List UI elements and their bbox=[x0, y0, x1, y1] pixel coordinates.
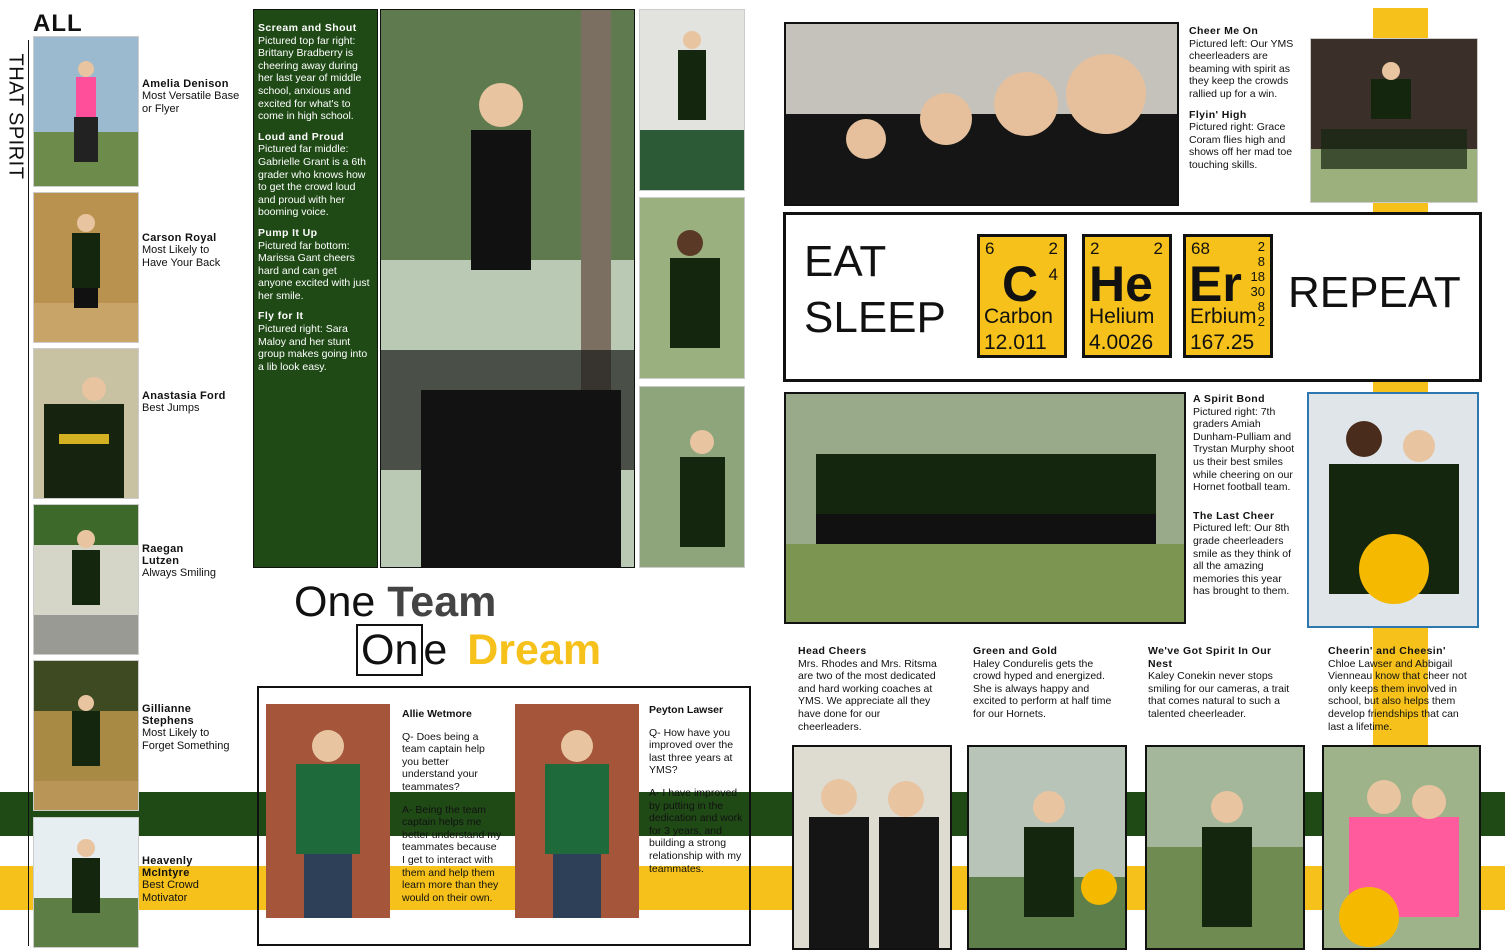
award-photo-6 bbox=[33, 817, 139, 948]
caption-flyin-high: Flyin' High Pictured right: Grace Coram flies high and shows off her mad toe touching skills. bbox=[1189, 108, 1293, 171]
award-label-6: Heavenly McIntyre Best Crowd Motivator bbox=[142, 855, 199, 904]
award-photo-2 bbox=[33, 192, 139, 343]
element-tile-helium: 2 2 He Helium 4.0026 bbox=[1082, 234, 1172, 358]
element-tile-erbium: 68 2 8 18 30 8 2 Er Erbium 167.25 bbox=[1183, 234, 1273, 358]
page-heading: ALL bbox=[33, 10, 83, 37]
banner-repeat: REPEAT bbox=[1288, 268, 1461, 317]
spirit-nest-photo bbox=[1145, 745, 1305, 950]
award-label-4: Raegan Lutzen Always Smiling bbox=[142, 543, 216, 579]
award-photo-5 bbox=[33, 660, 139, 811]
mid-captions bbox=[1193, 393, 1301, 606]
headline-one-dream: On e Dream bbox=[356, 626, 601, 674]
interview-text-peyton: Peyton Lawser Q- How have you improved over the last three years at YMS? A- I have improved by putting in the dedication and work for 3 years, and building a strong relationship with my teammates. bbox=[649, 704, 743, 875]
toe-touch-photo bbox=[1310, 38, 1478, 203]
spirit-bond-photo bbox=[1307, 392, 1479, 628]
caption-scream-and-shout: Scream and Shout Pictured top far right: Brittany Bradberry is cheering away during her last year of middle school, anxious and excited for what's to come in high school. bbox=[258, 22, 362, 123]
top-captions bbox=[1189, 25, 1301, 180]
cheerin-cheesin-photo bbox=[1322, 745, 1481, 950]
award-label-5: Gillianne Stephens Most Likely to Forget Something bbox=[142, 703, 230, 752]
award-photo-3 bbox=[33, 348, 139, 499]
green-caption-panel bbox=[253, 9, 378, 568]
award-photo-4 bbox=[33, 504, 139, 655]
award-photo-1 bbox=[33, 36, 139, 187]
coaches-photo bbox=[792, 745, 952, 950]
caption-a-spirit-bond: A Spirit Bond Pictured right: 7th graders Amiah Dunham-Pulliam and Trystan Murphy shoot us their best smiles while cheering on our Hornet football team. bbox=[1193, 393, 1295, 494]
caption-spirit-in-our-nest: We've Got Spirit In Our Nest Kaley Conekin never stops smiling for our cameras, a trait that comes natural to such a talented cheerleader. bbox=[1148, 645, 1290, 720]
banner-eat: EAT bbox=[804, 237, 887, 286]
award-label-3: Anastasia Ford Best Jumps bbox=[142, 390, 226, 414]
green-and-gold-photo bbox=[967, 745, 1127, 950]
award-label-1: Amelia Denison Most Versatile Base or Flyer bbox=[142, 78, 240, 115]
caption-head-cheers: Head Cheers Mrs. Rhodes and Mrs. Ritsma are two of the most dedicated and hard working coaches at YMS. We appreciate all they have done for our cheerleaders. bbox=[798, 645, 937, 733]
vertical-title: THAT SPIRIT bbox=[4, 53, 27, 180]
award-label-2: Carson Royal Most Likely to Have Your Back bbox=[142, 232, 221, 269]
cheer-photo-middle bbox=[639, 197, 745, 379]
caption-loud-and-proud: Loud and Proud Pictured far middle: Gabrielle Grant is a 6th grader who knows how to get the crowd loud and proud with her booming voice. bbox=[258, 130, 366, 219]
vertical-title-line bbox=[28, 40, 29, 946]
cheer-photo-bottom bbox=[639, 386, 745, 568]
cheer-photo-top bbox=[639, 9, 745, 191]
caption-cheerin-and-cheesin: Cheerin' and Cheesin' Chloe Lawser and Abbigail Vienneau know that cheer not only keeps them involved in school, but also helps them develop friendships that can last a lifetime. bbox=[1328, 645, 1467, 733]
stunt-photo bbox=[380, 9, 635, 568]
interview-box bbox=[257, 686, 751, 946]
crowd-photo bbox=[784, 22, 1179, 206]
squad-photo bbox=[784, 392, 1186, 624]
banner-sleep: SLEEP bbox=[804, 293, 946, 342]
caption-cheer-me-on: Cheer Me On Pictured left: Our YMS cheerleaders are beaming with spirit as they keep the crowds rallied up for a win. bbox=[1189, 25, 1294, 100]
eat-sleep-cheer-banner bbox=[783, 212, 1482, 382]
interview-photo-peyton bbox=[515, 704, 639, 918]
caption-fly-for-it: Fly for It Pictured right: Sara Maloy and her stunt group makes going into a lib look easy. bbox=[258, 310, 368, 373]
element-tile-carbon: 6 2 4 C Carbon 12.011 bbox=[977, 234, 1067, 358]
interview-text-allie: Allie Wetmore Q- Does being a team captain help you better understand your teammates? A- Being the team captain helps me better understand my teammates because I get to interact with them and help them learn more than they would on their own. bbox=[402, 708, 502, 904]
caption-pump-it-up: Pump It Up Pictured far bottom: Marissa Gant cheers hard and can get anyone excited with just her smile. bbox=[258, 226, 370, 302]
interview-photo-allie bbox=[266, 704, 390, 918]
headline-one-team: One Team bbox=[294, 578, 497, 626]
caption-green-and-gold: Green and Gold Haley Condurelis gets the crowd hyped and energized. She is always happy and excited to perform at half time for our Hornets. bbox=[973, 645, 1112, 720]
caption-the-last-cheer: The Last Cheer Pictured left: Our 8th grade cheerleaders smile as they think of all the amazing memories this year has brought to them. bbox=[1193, 509, 1292, 598]
